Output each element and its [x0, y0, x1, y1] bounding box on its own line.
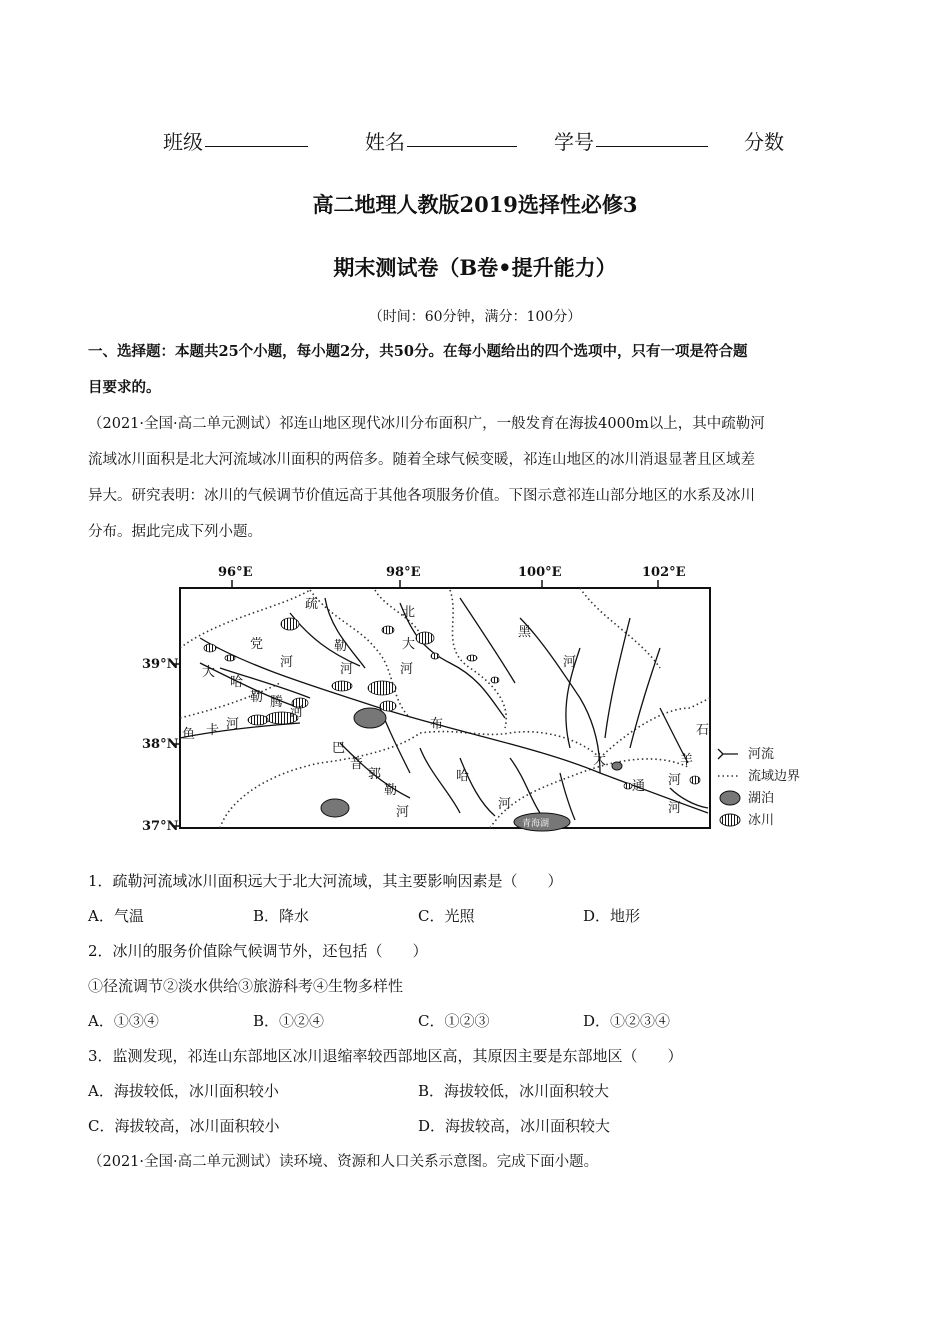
lat-label: 39°N [142, 657, 179, 672]
river-label: 石 [696, 723, 710, 738]
qilian-map-figure [142, 558, 810, 838]
lon-label: 96°E [218, 565, 253, 580]
exam-title: 高二地理人教版2019选择性必修3 [312, 192, 638, 217]
section-heading-line: 一、选择题：本题共25个小题，每小题2分，共50分。在每小题给出的四个选项中，只有一项是符合题 [88, 343, 748, 360]
lake-label: 青海湖 [522, 819, 550, 829]
class-label: 班级 [163, 130, 203, 154]
legend-label: 冰川 [748, 813, 775, 828]
question-2-options [0, 1010, 950, 1032]
river-label: 勒 [250, 690, 264, 705]
river-label: 河 [396, 805, 410, 820]
name-field [365, 126, 405, 155]
class-field [163, 126, 203, 155]
lon-label: 102°E [642, 565, 686, 580]
river-label: 河 [340, 662, 354, 677]
river-label: 黑 [518, 625, 532, 640]
river-label: 音 [350, 757, 364, 772]
river-label: 通 [632, 779, 646, 794]
option[interactable]: B．降水 [253, 907, 310, 925]
intro-paragraph-2: （2021·全国·高二单元测试）读环境、资源和人口关系示意图。完成下面小题。 [88, 1154, 599, 1170]
river-label: 河 [226, 717, 240, 732]
river-label: 河 [668, 801, 682, 816]
intro-line: 分布。据此完成下列小题。 [88, 524, 262, 540]
basin-boundaries [180, 588, 710, 828]
student-info-header [0, 126, 950, 156]
river-label: 河 [400, 662, 414, 677]
intro-line: 异大。研究表明：冰川的气候调节价值远高于其他各项服务价值。下图示意祁连山部分地区的水系及冰川 [88, 488, 755, 504]
map-frame [180, 588, 710, 828]
question-1-stem: 1．疏勒河流域冰川面积远大于北大河流域，其主要影响因素是（ ） [88, 872, 563, 890]
river-label: 郭 [368, 767, 382, 782]
intro-line: 流域冰川面积是北大河流域冰川面积的两倍多。随着全球气候变暖，祁连山地区的冰川消退显著且区域差 [88, 452, 755, 468]
id-field [554, 126, 594, 155]
score-label: 分数 [744, 130, 784, 154]
name-blank[interactable] [407, 126, 517, 147]
exam-subtitle: 期末测试卷（B卷•提升能力） [333, 255, 617, 280]
river-label: 河 [280, 655, 294, 670]
river-label: 布 [430, 717, 444, 732]
river-label: 河 [563, 655, 577, 670]
river-label: 腾 [270, 695, 284, 710]
river-label: 卡 [206, 723, 220, 738]
question-3-options-row1 [0, 1080, 950, 1102]
option[interactable]: D．地形 [583, 907, 641, 925]
legend-label: 河流 [748, 747, 775, 762]
river-label: 河 [668, 773, 682, 788]
id-label: 学号 [554, 130, 594, 154]
river-label: 北 [402, 605, 416, 620]
river-label: 疏 [305, 597, 319, 612]
section-heading [88, 334, 863, 406]
name-label: 姓名 [365, 130, 405, 154]
option[interactable]: B．海拔较低，冰川面积较大 [418, 1082, 610, 1100]
section-heading-line: 目要求的。 [88, 379, 161, 396]
id-blank[interactable] [596, 126, 708, 147]
class-blank[interactable] [205, 126, 308, 147]
question-3-stem: 3．监测发现，祁连山东部地区冰川退缩率较西部地区高，其原因主要是东部地区（ ） [88, 1047, 683, 1065]
river-label: 勒 [384, 783, 398, 798]
time-score-note: （时间：60分钟，满分：100分） [368, 309, 582, 325]
option[interactable]: C．海拔较高，冰川面积较小 [88, 1117, 280, 1135]
option[interactable]: C．光照 [418, 907, 475, 925]
map-legend [718, 746, 800, 828]
river-label: 巴 [332, 741, 346, 756]
river-label: 河 [290, 705, 304, 720]
question-1-options [0, 905, 950, 927]
river-label: 河 [498, 797, 512, 812]
question-3-options-row2 [0, 1115, 950, 1137]
lon-label: 100°E [518, 565, 562, 580]
lat-label: 38°N [142, 737, 179, 752]
lakes [321, 708, 622, 831]
legend-label: 湖泊 [748, 791, 775, 806]
intro-paragraph [88, 406, 863, 550]
river-label: 党 [250, 637, 264, 652]
legend-label: 流域边界 [748, 769, 801, 784]
option[interactable]: A．气温 [88, 907, 144, 925]
lat-label: 37°N [142, 819, 179, 834]
option[interactable]: D．海拔较高，冰川面积较大 [418, 1117, 611, 1135]
option[interactable]: A．①③④ [88, 1012, 159, 1030]
river-label: 勒 [334, 639, 348, 654]
river-label: 鱼 [182, 727, 196, 742]
option[interactable]: D．①②③④ [583, 1012, 671, 1030]
option[interactable]: B．①②④ [253, 1012, 325, 1030]
question-2-statements: ①径流调节②淡水供给③旅游科考④生物多样性 [88, 977, 404, 995]
option[interactable]: C．①②③ [418, 1012, 490, 1030]
river-label: 大 [402, 637, 416, 652]
lon-label: 98°E [386, 565, 421, 580]
intro-line: （2021·全国·高二单元测试）祁连山地区现代冰川分布面积广，一般发育在海拔4000m以上，其中疏勒河 [88, 416, 765, 432]
option[interactable]: A．海拔较低，冰川面积较小 [88, 1082, 279, 1100]
river-label: 羊 [680, 753, 694, 768]
question-2-stem: 2．冰川的服务价值除气候调节外，还包括（ ） [88, 942, 428, 960]
river-label: 大 [593, 753, 607, 768]
river-label: 哈 [230, 675, 244, 690]
river-label: 哈 [456, 769, 470, 784]
river-label: 大 [202, 665, 216, 680]
